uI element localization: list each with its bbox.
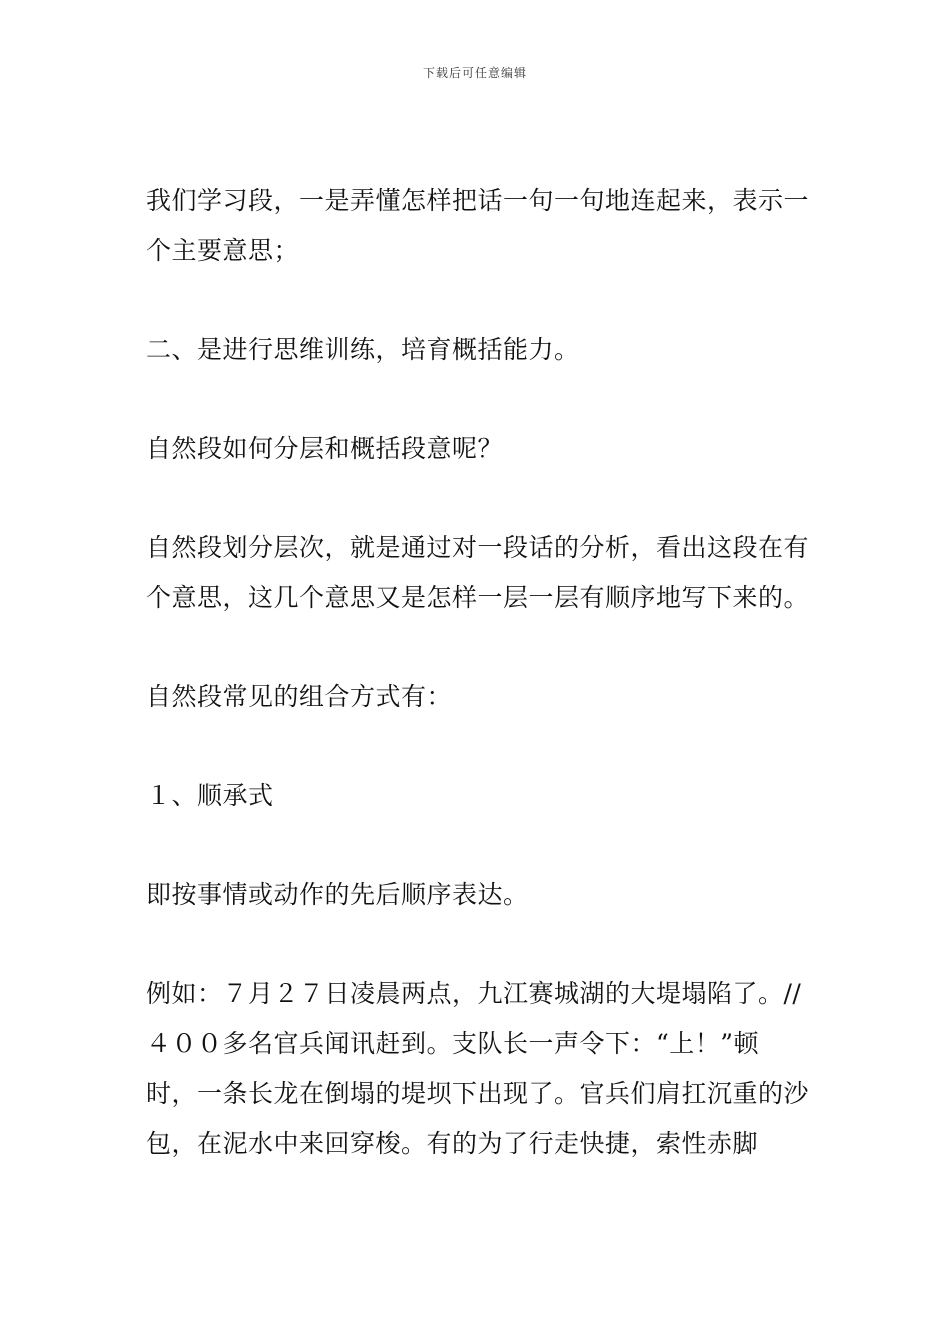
document-body <box>146 176 810 1169</box>
paragraph-4: 自然段划分层次，就是通过对一段话的分析，看出这段在有个意思，这几个意思又是怎样一层一层有顺序地写下来的。 <box>146 533 810 612</box>
paragraph-8: 例如：７月２７日凌晨两点，九江赛城湖的大堤塌陷了。//４００多名官兵闻讯赶到。支队长一声令下：“上！”顿时，一条长龙在倒塌的堤坝下出现了。官兵们肩扛沉重的沙包，在泥水中来回穿梭。有的为了行走快捷，索性赤脚 <box>146 979 810 1158</box>
paragraph-3: 自然段如何分层和概括段意呢？ <box>146 434 504 463</box>
paragraph-5: 自然段常见的组合方式有： <box>146 682 453 711</box>
paragraph-1: 我们学习段，一是弄懂怎样把话一句一句地连起来，表示一个主要意思； <box>146 186 810 265</box>
paragraph-2: 二、是进行思维训练，培育概括能力。 <box>146 335 580 364</box>
paragraph-6: １、顺承式 <box>146 781 274 810</box>
page-header: 下载后可任意编辑 <box>422 66 527 80</box>
paragraph-7: 即按事情或动作的先后顺序表达。 <box>146 880 529 909</box>
